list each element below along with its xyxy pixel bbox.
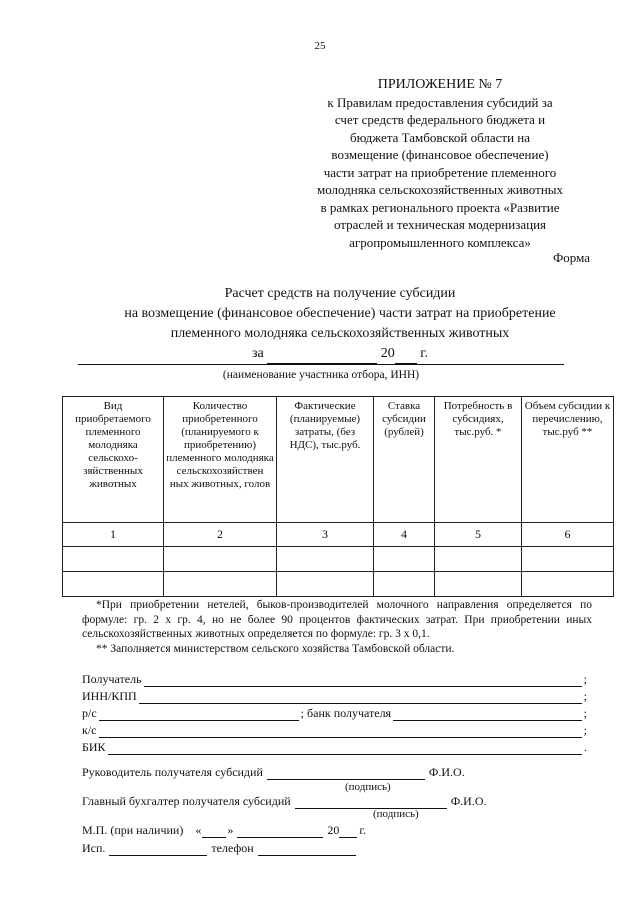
appendix-line: счет средств федерального бюджета и bbox=[334, 112, 546, 127]
table-cell[interactable] bbox=[164, 572, 277, 597]
corr-account-label: к/с bbox=[82, 723, 97, 737]
note-2: ** Заполняется министерством сельского хозяйства Тамбовской области. bbox=[96, 642, 455, 655]
semicolon: ; bbox=[583, 706, 587, 720]
inn-blank[interactable] bbox=[139, 691, 582, 704]
table-header-cell: Объем субсидии к перечислению, тыс.руб ** bbox=[522, 397, 614, 523]
participant-line[interactable] bbox=[78, 364, 564, 365]
inn-label: ИНН/КПП bbox=[82, 689, 137, 703]
appendix-line: в рамках регионального проекта «Развитие bbox=[320, 199, 560, 215]
table-header-cell: Потребность в субсидиях, тыс.руб. * bbox=[435, 397, 522, 523]
account-blank[interactable] bbox=[99, 708, 299, 721]
document-title bbox=[60, 284, 620, 364]
table-row bbox=[63, 572, 614, 597]
bik-label: БИК bbox=[82, 740, 106, 754]
bank-blank[interactable] bbox=[393, 708, 582, 721]
table-header-row bbox=[63, 397, 614, 523]
table-row bbox=[63, 547, 614, 572]
semicolon: ; bbox=[583, 723, 587, 737]
year-prefix: 20 bbox=[380, 346, 395, 361]
column-number: 2 bbox=[164, 523, 277, 547]
executor-row bbox=[82, 840, 360, 856]
period-label: за bbox=[252, 346, 264, 361]
column-number: 5 bbox=[435, 523, 522, 547]
table-header-cell: Количество приобретенного (планируемого к приобретению) племенного молодняка сельскохозяйствен ных животных, голов bbox=[164, 397, 277, 523]
appendix-line: части затрат на приобретение племенного bbox=[323, 164, 557, 180]
table-cell[interactable] bbox=[374, 572, 435, 597]
page-number: 25 bbox=[314, 40, 326, 52]
quote-close: » bbox=[227, 823, 234, 837]
bik-blank[interactable] bbox=[108, 742, 582, 755]
column-number: 1 bbox=[63, 523, 164, 547]
accountant-signature-blank[interactable] bbox=[295, 796, 447, 809]
quote-open: « bbox=[195, 823, 202, 837]
head-label: Руководитель получателя субсидий bbox=[82, 765, 263, 779]
appendix-line: возмещение (финансовое обеспечение) bbox=[331, 147, 549, 162]
notes bbox=[82, 598, 592, 656]
year-suffix: г. bbox=[420, 346, 428, 361]
signature-caption: (подпись) bbox=[345, 781, 391, 793]
column-number: 3 bbox=[277, 523, 374, 547]
period-blank[interactable] bbox=[267, 349, 377, 364]
account-label: р/с bbox=[82, 706, 97, 720]
table-cell[interactable] bbox=[522, 572, 614, 597]
table-cell[interactable] bbox=[522, 547, 614, 572]
column-number: 4 bbox=[374, 523, 435, 547]
appendix-line: агропромышленного комплекса» bbox=[349, 234, 531, 250]
corr-account-field bbox=[82, 723, 587, 738]
semicolon: ; bbox=[583, 689, 587, 703]
semicolon: ; bbox=[583, 672, 587, 686]
title-line: племенного молодняка сельскохозяйственных животных bbox=[170, 326, 510, 341]
subsidy-table bbox=[62, 396, 614, 597]
corr-account-blank[interactable] bbox=[99, 725, 582, 738]
executor-blank[interactable] bbox=[109, 843, 207, 856]
stamp-date-row bbox=[82, 822, 366, 838]
month-blank[interactable] bbox=[237, 825, 323, 838]
year-blank[interactable] bbox=[395, 349, 417, 364]
table-header-cell: Вид приобретаемого племенного молодняка сельскохо-зяйственных животных bbox=[63, 397, 164, 523]
appendix-title: ПРИЛОЖЕНИЕ № 7 bbox=[377, 77, 503, 92]
day-blank[interactable] bbox=[202, 825, 226, 838]
recipient-field bbox=[82, 672, 587, 687]
appendix-line: бюджета Тамбовской области на bbox=[349, 129, 531, 145]
year-prefix: 20 bbox=[327, 823, 340, 837]
appendix-line: отраслей и техническая модернизация bbox=[333, 217, 547, 232]
note-1: *При приобретении нетелей, быков-производителей молочного направления определяется по формуле: гр. 2 х гр. 4, но не более 90 процентов фактических затрат. При приобретении иных сельскохозяйственных животных определяется по формуле: гр. 3 х 0,1. bbox=[82, 599, 592, 640]
year-blank[interactable] bbox=[339, 825, 357, 838]
phone-blank[interactable] bbox=[258, 843, 356, 856]
period-line bbox=[60, 344, 620, 364]
head-signature-row bbox=[82, 764, 465, 780]
period: . bbox=[584, 740, 587, 754]
head-signature-blank[interactable] bbox=[267, 767, 425, 780]
recipient-blank[interactable] bbox=[144, 674, 582, 687]
account-field bbox=[82, 706, 587, 721]
appendix-line: молодняка сельскохозяйственных животных bbox=[316, 182, 564, 197]
table-number-row bbox=[63, 523, 614, 547]
accountant-label: Главный бухгалтер получателя субсидий bbox=[82, 794, 291, 808]
bik-field bbox=[82, 740, 587, 755]
table-cell[interactable] bbox=[435, 572, 522, 597]
table-cell[interactable] bbox=[435, 547, 522, 572]
phone-label: телефон bbox=[211, 841, 254, 855]
table-cell[interactable] bbox=[63, 572, 164, 597]
table-cell[interactable] bbox=[63, 547, 164, 572]
title-line: Расчет средств на получение субсидии bbox=[224, 286, 456, 301]
column-number: 6 bbox=[522, 523, 614, 547]
year-suffix: г. bbox=[359, 823, 366, 837]
title-line: на возмещение (финансовое обеспечение) части затрат на приобретение bbox=[124, 306, 556, 321]
executor-label: Исп. bbox=[82, 841, 106, 855]
accountant-signature-row bbox=[82, 793, 487, 809]
stamp-label: М.П. (при наличии) bbox=[82, 823, 184, 837]
signature-caption: (подпись) bbox=[373, 808, 419, 820]
participant-caption: (наименование участника отбора, ИНН) bbox=[222, 369, 420, 381]
appendix-line: к Правилам предоставления субсидий за bbox=[327, 94, 553, 110]
table-cell[interactable] bbox=[164, 547, 277, 572]
form-label: Форма bbox=[553, 250, 590, 265]
table-header-cell: Фактические (планируемые) затраты, (без НДС), тыс.руб. bbox=[277, 397, 374, 523]
table-header-cell: Ставка субсидии (рублей) bbox=[374, 397, 435, 523]
appendix-block bbox=[290, 76, 590, 251]
inn-field bbox=[82, 689, 587, 704]
table-cell[interactable] bbox=[374, 547, 435, 572]
table-cell[interactable] bbox=[277, 547, 374, 572]
fio-label: Ф.И.О. bbox=[428, 765, 465, 779]
recipient-label: Получатель bbox=[82, 672, 142, 686]
bank-label: ; банк получателя bbox=[300, 706, 392, 720]
fio-label: Ф.И.О. bbox=[450, 794, 487, 808]
table-cell[interactable] bbox=[277, 572, 374, 597]
